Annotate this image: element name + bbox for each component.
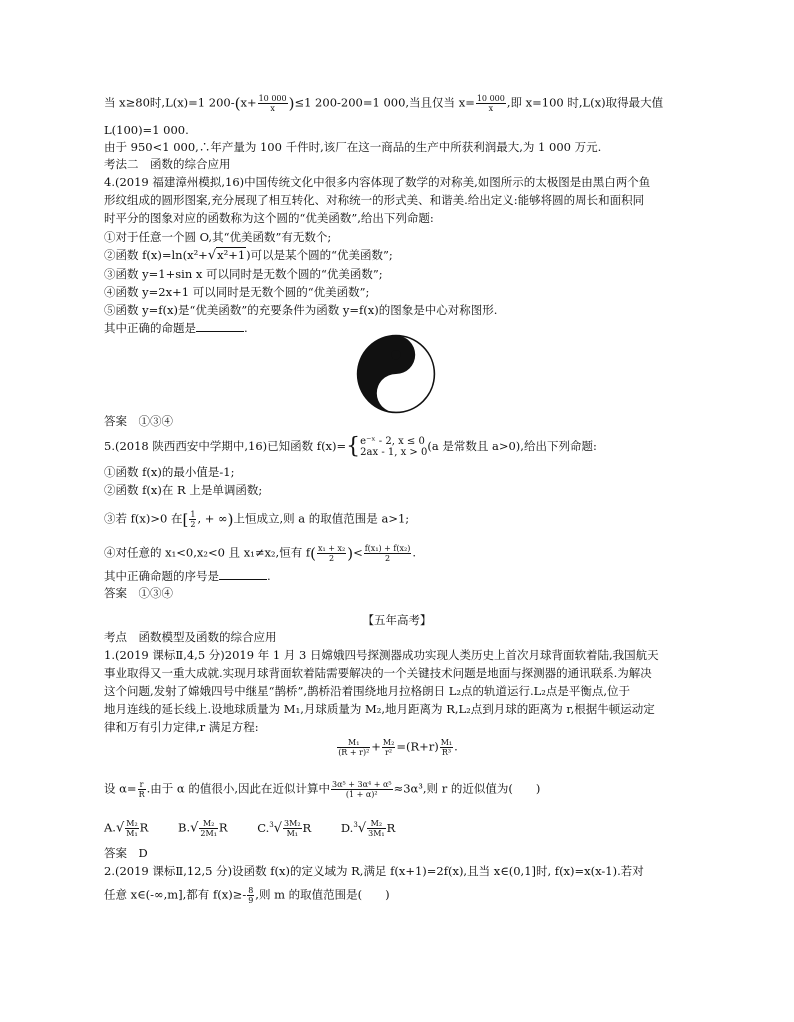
q4-option-2: ②函数 f(x)=ln(x²+√x²+1)可以是某个圆的“优美函数”;	[104, 248, 393, 263]
line-2: L(100)=1 000.	[104, 123, 189, 137]
option-a: A.√ $\frac{\text{M₂}}{\text{M₁}}$ R	[104, 819, 149, 839]
answer-p1: 答案 D	[104, 846, 148, 860]
p1-text-3: 这个问题,发射了嫦娥四号中继星“鹊桥”,鹊桥沿着围绕地月拉格朗日 L₂点的轨道运行.L₂点是平衡点,位于	[104, 684, 631, 698]
p1-options	[104, 818, 421, 838]
answer-5: 答案 ①③④	[104, 586, 173, 600]
q4-text-3: 时平分的图象对应的函数称为这个圆的“优美函数”,给出下列命题:	[104, 211, 434, 225]
q5-option-2: ②函数 f(x)在 R 上是单调函数;	[104, 483, 263, 497]
line-1: 当 x≥80时,L(x)=1 200-(x+ $\frac{10 000}{x}$ )≤1 200-200=1 000,当且仅当 x= $\frac{10 000}{x}$ ,即 x=100 时,L(x)取得最大值	[104, 94, 664, 113]
q4-option-4: ④函数 y=2x+1 可以同时是无数个圆的“优美函数”;	[104, 285, 370, 299]
q5-option-1: ①函数 f(x)的最小值是-1;	[104, 465, 235, 479]
q5-option-4: ④对任意的 x₁<0,x₂<0 且 x₁≠x₂,恒有 f( $\frac{\text{x₁ + x₂}}{2}$ )< $\frac{\text{f(x₁) + f(x₂)}}{2}$ .	[104, 544, 417, 563]
equation: $\frac{\text{M₁}}{\text{(R + r)²}}$ + $\frac{\text{M₂}}{\text{r²}}$ =(R+r) $\frac{\text{M₁}}{\text{R³}}$ .	[338, 738, 458, 757]
section-header: 【五年高考】	[362, 613, 432, 627]
fraction: $\frac{10 000}{x}$	[258, 94, 287, 113]
p1-text-1: 1.(2019 课标Ⅱ,4,5 分)2019 年 1 月 3 日嫦娥四号探测器成功实现人类历史上首次月球背面软着陆,我国航天	[104, 648, 659, 662]
q4-text-2: 形纹组成的圆形图案,充分展现了相互转化、对称统一的形式美、和谐美.给出定义:能够将圆的周长和面积同	[104, 193, 645, 207]
q4-option-3: ③函数 y=1+sin x 可以同时是无数个圆的“优美函数”;	[104, 267, 383, 281]
q5-text-1: 5.(2018 陕西西安中学期中,16)已知函数 f(x)={ e⁻ˣ - 2, x ≤ 0 2ax - 1, x > 0 (a 是常数且 a>0),给出下列命题:	[104, 434, 597, 459]
taiji-icon	[356, 334, 436, 414]
option-c: C.$^3$√ $\frac{\text{3M₂}}{\text{M₁}}$ R	[257, 819, 312, 839]
answer-blank	[219, 569, 267, 580]
q4-option-1: ①对于任意一个圆 O,其“优美函数”有无数个;	[104, 230, 332, 244]
q4-ask: 其中正确的命题是 .	[104, 321, 248, 335]
q4-text-1: 4.(2019 福建漳州模拟,16)中国传统文化中很多内容体现了数学的对称美,如图所示的太极图是由黑白两个鱼	[104, 175, 651, 189]
p1-text-5: 律和万有引力定律,r 满足方程:	[104, 720, 259, 734]
kaodian: 考点 函数模型及函数的综合应用	[104, 630, 277, 644]
p2-text-2: 任意 x∈(-∞,m],都有 f(x)≥- $\frac{8}{9}$ ,则 m 的取值范围是( )	[104, 886, 390, 905]
option-d: D.$^3$√ $\frac{\text{M₂}}{\text{3M₁}}$ R	[340, 819, 396, 839]
q4-option-5: ⑤函数 y=f(x)是“优美函数”的充要条件为函数 y=f(x)的图象是中心对称图形.	[104, 303, 498, 317]
answer-4: 答案 ①③④	[104, 414, 173, 428]
section-title: 考法二 函数的综合应用	[104, 157, 231, 171]
p1-text-2: 事业取得又一重大成就.实现月球背面软着陆需要解决的一个关键技术问题是地面与探测器的通讯联系.为解决	[104, 666, 652, 680]
fraction: $\frac{10 000}{x}$	[476, 94, 505, 113]
q5-ask: 其中正确命题的序号是 .	[104, 569, 271, 583]
p1-text-4: 地月连线的延长线上.设地球质量为 M₁,月球质量为 M₂,地月距离为 R,L₂点到月球的距离为 r,根据牛顿运动定	[104, 702, 655, 716]
p1-text-6: 设 α= $\frac{r}{R}$ .由于 α 的值很小,因此在近似计算中 $\frac{\text{3α⁵ + 3α⁴ + α⁵}}{\text{(1 + α)²}}$ ≈3α³,则 r 的近似值为( )	[104, 780, 541, 799]
answer-blank	[196, 321, 244, 332]
q5-option-3: ③若 f(x)>0 在[ $\frac{1}{2}$ , + ∞)上恒成立,则 a 的取值范围是 a>1;	[104, 510, 410, 529]
line-3: 由于 950<1 000,∴年产量为 100 千件时,该厂在这一商品的生产中所获利润最大,为 1 000 万元.	[104, 140, 602, 154]
p2-text-1: 2.(2019 课标Ⅱ,12,5 分)设函数 f(x)的定义域为 R,满足 f(x+1)=2f(x),且当 x∈(0,1]时, f(x)=x(x-1).若对	[104, 864, 644, 878]
paren: (	[234, 94, 241, 113]
option-b: B.√ $\frac{\text{M₂}}{\text{2M₁}}$ R	[178, 819, 228, 839]
